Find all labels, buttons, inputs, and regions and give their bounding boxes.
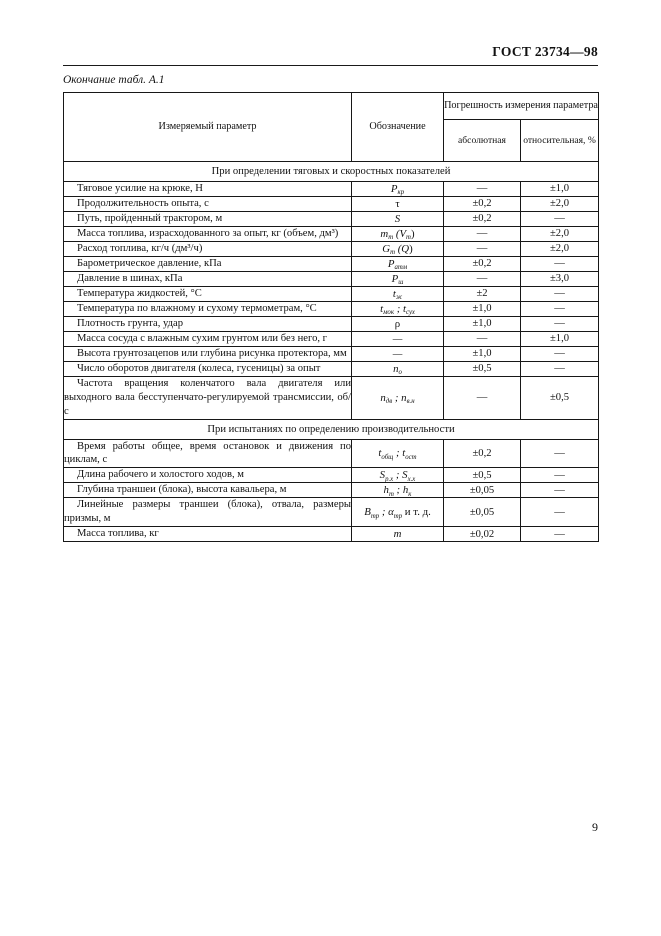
- table-container: [63, 92, 598, 542]
- column-header-designation: Обозначение: [352, 93, 444, 162]
- cell-designation: $P_{атм}$: [352, 256, 444, 271]
- cell-parameter: Длина рабочего и холостого ходов, м: [64, 468, 352, 483]
- cell-parameter: Частота вращения коленчатого вала двигателя или выходного вала бесступенчато-регулируемой трансмиссии, об/с: [64, 376, 352, 419]
- cell-relative-error: —: [521, 527, 599, 542]
- table-head: [64, 93, 599, 162]
- cell-relative-error: —: [521, 301, 599, 316]
- table-row: [64, 286, 599, 301]
- cell-designation: $h_т$ ; $h_к$: [352, 483, 444, 498]
- page-number: 9: [592, 820, 598, 834]
- table-row: [64, 376, 599, 419]
- cell-absolute-error: —: [444, 182, 521, 197]
- running-header: [63, 44, 598, 66]
- cell-absolute-error: ±0,5: [444, 361, 521, 376]
- cell-parameter: Температура жидкостей, °C: [64, 286, 352, 301]
- cell-relative-error: ±2,0: [521, 241, 599, 256]
- table-row: [64, 241, 599, 256]
- cell-designation: τ: [352, 196, 444, 211]
- cell-relative-error: —: [521, 346, 599, 361]
- column-header-relative: относительная, %: [521, 120, 599, 162]
- cell-designation: $n_о$: [352, 361, 444, 376]
- cell-relative-error: ±2,0: [521, 226, 599, 241]
- section-title: При определении тяговых и скоростных показателей: [64, 162, 599, 182]
- column-header-error-group: Погрешность измерения параметра: [444, 93, 599, 120]
- cell-absolute-error: ±1,0: [444, 316, 521, 331]
- column-header-parameter: Измеряемый параметр: [64, 93, 352, 162]
- cell-designation: $B_{тр}$ ; $\alpha_{тр}$ и т. д.: [352, 498, 444, 527]
- cell-parameter: Барометрическое давление, кПа: [64, 256, 352, 271]
- header-rule: [63, 65, 598, 66]
- cell-relative-error: ±1,0: [521, 182, 599, 197]
- cell-relative-error: —: [521, 468, 599, 483]
- cell-absolute-error: ±0,2: [444, 256, 521, 271]
- cell-designation: $S_{р.х}$ ; $S_{х.х}$: [352, 468, 444, 483]
- table-row: [64, 483, 599, 498]
- standard-number: ГОСТ 23734—98: [492, 44, 598, 59]
- cell-relative-error: ±1,0: [521, 331, 599, 346]
- cell-absolute-error: —: [444, 241, 521, 256]
- section-header-row: [64, 419, 599, 439]
- cell-parameter: Масса сосуда с влажным сухим грунтом или без него, г: [64, 331, 352, 346]
- cell-absolute-error: ±1,0: [444, 346, 521, 361]
- cell-absolute-error: —: [444, 226, 521, 241]
- cell-designation: $P_ш$: [352, 271, 444, 286]
- cell-relative-error: —: [521, 286, 599, 301]
- cell-parameter: Тяговое усилие на крюке, Н: [64, 182, 352, 197]
- table-caption: Окончание табл. А.1: [63, 74, 165, 86]
- cell-designation: —: [352, 346, 444, 361]
- cell-relative-error: ±3,0: [521, 271, 599, 286]
- cell-parameter: Путь, пройденный трактором, м: [64, 211, 352, 226]
- cell-designation: $t_{общ}$ ; $t_{ост}$: [352, 439, 444, 468]
- cell-relative-error: —: [521, 256, 599, 271]
- table-header-row-1: [64, 93, 599, 120]
- cell-parameter: Время работы общее, время остановок и движения по циклам, с: [64, 439, 352, 468]
- cell-absolute-error: ±0,5: [444, 468, 521, 483]
- cell-absolute-error: ±0,2: [444, 439, 521, 468]
- table-row: [64, 271, 599, 286]
- table-row: [64, 468, 599, 483]
- table-row: [64, 361, 599, 376]
- cell-absolute-error: ±0,2: [444, 196, 521, 211]
- cell-relative-error: —: [521, 439, 599, 468]
- cell-parameter: Плотность грунта, удар: [64, 316, 352, 331]
- cell-parameter: Высота грунтозацепов или глубина рисунка протектора, мм: [64, 346, 352, 361]
- cell-parameter: Температура по влажному и сухому термометрам, °C: [64, 301, 352, 316]
- cell-relative-error: —: [521, 361, 599, 376]
- table-row: [64, 256, 599, 271]
- section-title: При испытаниях по определению производительности: [64, 419, 599, 439]
- table-row: [64, 301, 599, 316]
- cell-relative-error: ±2,0: [521, 196, 599, 211]
- cell-designation: $t_ж$: [352, 286, 444, 301]
- cell-parameter: Продолжительность опыта, с: [64, 196, 352, 211]
- column-header-absolute: абсолютная: [444, 120, 521, 162]
- measurement-accuracy-table: [63, 92, 599, 542]
- cell-relative-error: —: [521, 498, 599, 527]
- table-row: [64, 211, 599, 226]
- cell-relative-error: —: [521, 211, 599, 226]
- cell-absolute-error: ±0,2: [444, 211, 521, 226]
- cell-parameter: Давление в шинах, кПа: [64, 271, 352, 286]
- cell-absolute-error: ±0,05: [444, 498, 521, 527]
- cell-parameter: Глубина траншеи (блока), высота кавальера, м: [64, 483, 352, 498]
- cell-parameter: Число оборотов двигателя (колеса, гусеницы) за опыт: [64, 361, 352, 376]
- table-row: [64, 331, 599, 346]
- cell-absolute-error: —: [444, 271, 521, 286]
- cell-parameter: Линейные размеры траншеи (блока), отвала, размеры призмы, м: [64, 498, 352, 527]
- cell-relative-error: —: [521, 316, 599, 331]
- cell-designation: $m_т$ $(V_т)$: [352, 226, 444, 241]
- table-row: [64, 316, 599, 331]
- cell-designation: ρ: [352, 316, 444, 331]
- cell-designation: $G_т$ (Q): [352, 241, 444, 256]
- cell-absolute-error: —: [444, 376, 521, 419]
- cell-relative-error: ±0,5: [521, 376, 599, 419]
- cell-designation: S: [352, 211, 444, 226]
- table-row: [64, 527, 599, 542]
- cell-designation: m: [352, 527, 444, 542]
- cell-designation: $n_{дв}$ ; $n_{в.н}$: [352, 376, 444, 419]
- cell-parameter: Масса топлива, кг: [64, 527, 352, 542]
- cell-designation: $t_{мок}$ ; $t_{сух}$: [352, 301, 444, 316]
- cell-parameter: Расход топлива, кг/ч (дм³/ч): [64, 241, 352, 256]
- cell-absolute-error: ±0,05: [444, 483, 521, 498]
- table-body: [64, 162, 599, 542]
- table-row: [64, 498, 599, 527]
- cell-parameter: Масса топлива, израсходованного за опыт, кг (объем, дм³): [64, 226, 352, 241]
- table-row: [64, 226, 599, 241]
- table-row: [64, 196, 599, 211]
- table-row: [64, 439, 599, 468]
- table-row: [64, 346, 599, 361]
- cell-absolute-error: ±1,0: [444, 301, 521, 316]
- cell-designation: $P_{кр}$: [352, 182, 444, 197]
- section-header-row: [64, 162, 599, 182]
- cell-relative-error: —: [521, 483, 599, 498]
- cell-absolute-error: ±2: [444, 286, 521, 301]
- cell-absolute-error: —: [444, 331, 521, 346]
- table-row: [64, 182, 599, 197]
- cell-designation: —: [352, 331, 444, 346]
- cell-absolute-error: ±0,02: [444, 527, 521, 542]
